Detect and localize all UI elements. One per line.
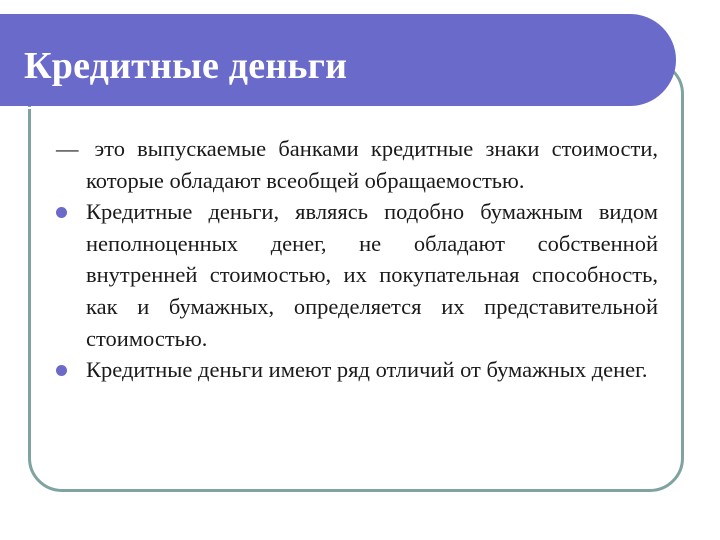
bullet-item xyxy=(56,354,658,386)
bullet-item xyxy=(56,196,658,354)
title-underline xyxy=(26,107,638,109)
bullet-icon xyxy=(56,365,67,376)
title-bar xyxy=(0,14,676,106)
slide-body xyxy=(56,133,658,386)
bullet-icon xyxy=(56,207,67,218)
definition-dash: — xyxy=(56,136,79,161)
definition-text: это выпускаемые банками кредитные знаки стоимости, которые обладают всеобщей обращаемостью. xyxy=(86,136,658,193)
bullet-text: Кредитные деньги, являясь подобно бумажным видом неполноценных денег, не обладают собственной внутренней стоимостью, их покупательная способность, как и бумажных, определяется их представительной стоимостью. xyxy=(86,199,658,351)
bullet-text: Кредитные деньги имеют ряд отличий от бумажных денег. xyxy=(86,357,648,383)
slide-title: Кредитные деньги xyxy=(24,45,348,87)
definition-paragraph xyxy=(56,133,658,196)
